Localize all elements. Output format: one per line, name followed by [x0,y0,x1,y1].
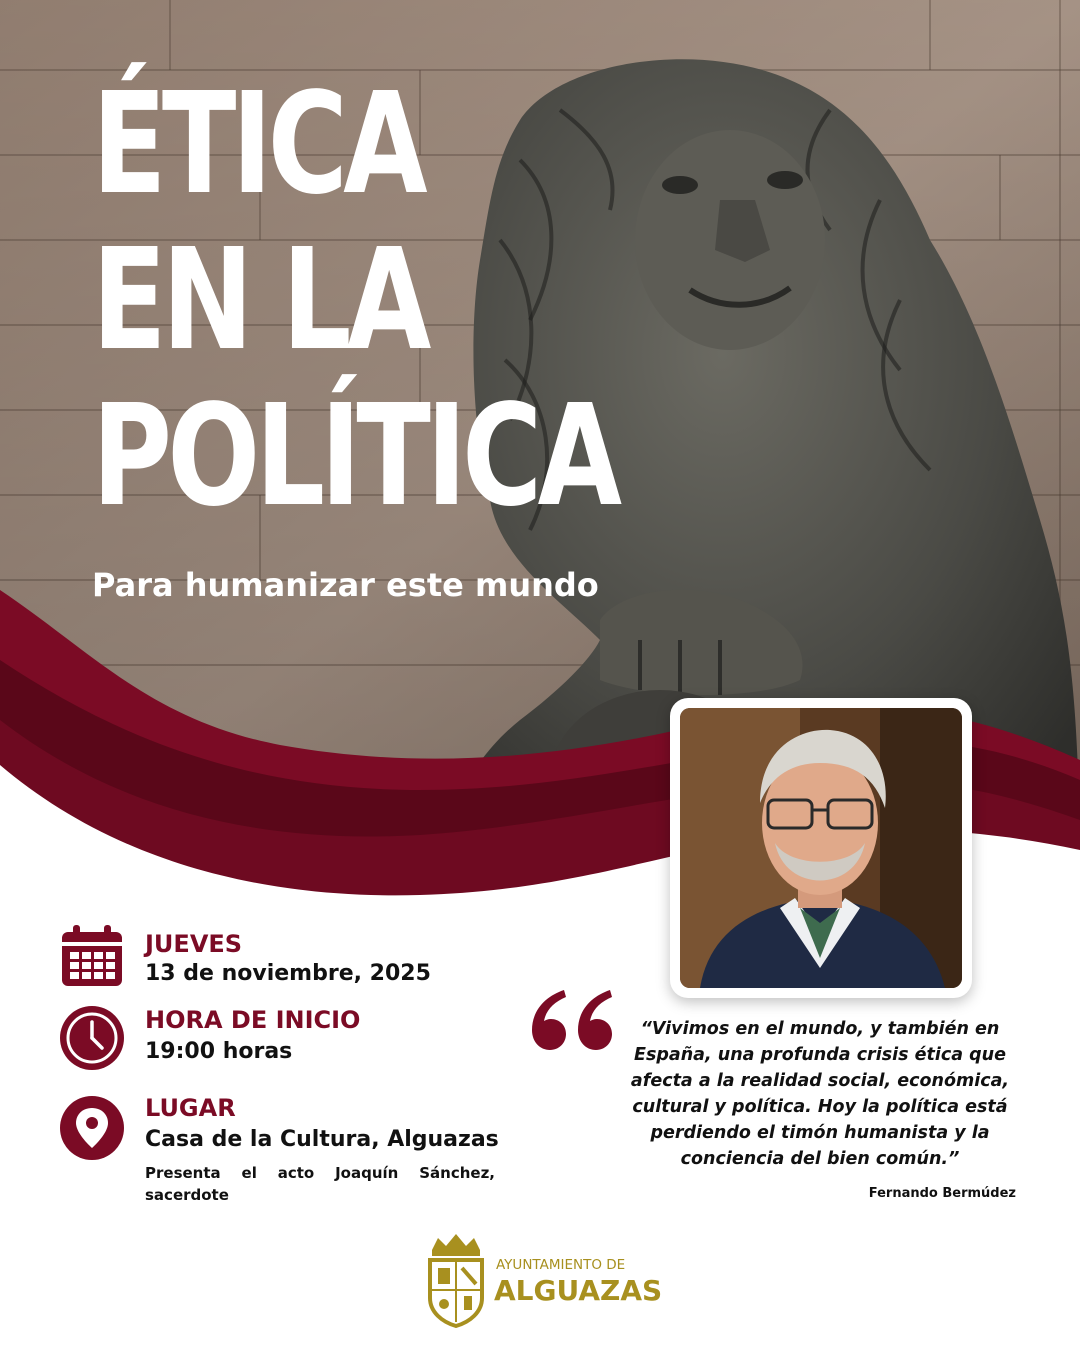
place-label: LUGAR [145,1094,236,1122]
day-label: JUEVES [145,930,243,958]
calendar-icon [58,922,126,990]
time-label: HORA DE INICIO [145,1006,361,1034]
event-subtitle: Para humanizar este mundo [92,566,599,604]
location-pin-icon [58,1092,126,1164]
event-date: 13 de noviembre, 2025 [145,961,431,986]
organizer-line-1: AYUNTAMIENTO DE [496,1257,626,1273]
event-place: Casa de la Cultura, Alguazas [145,1127,499,1152]
presenter-note: Presenta el acto Joaquín Sánchez, sacerdote [145,1164,495,1204]
speaker-photo-frame [670,698,972,998]
speaker-quote: “Vivimos en el mundo, y también en España, una profunda crisis ética que afecta a la realidad social, económica, cultural y política. Hoy la política está perdiendo el timón humanista y la conciencia del bien común.” [630,1019,1010,1169]
quote-author: Fernando Bermúdez [868,1186,1016,1201]
organizer-line-2: ALGUAZAS [494,1274,663,1307]
event-time: 19:00 horas [145,1039,293,1064]
speaker-photo [680,708,962,988]
title-line-3: POLÍTICA [92,375,618,538]
title-line-1: ÉTICA [92,63,423,226]
quote-icon [526,980,618,1060]
coat-of-arms-icon [426,1232,486,1328]
title-line-2: EN LA [92,219,427,382]
clock-icon [58,1004,126,1072]
